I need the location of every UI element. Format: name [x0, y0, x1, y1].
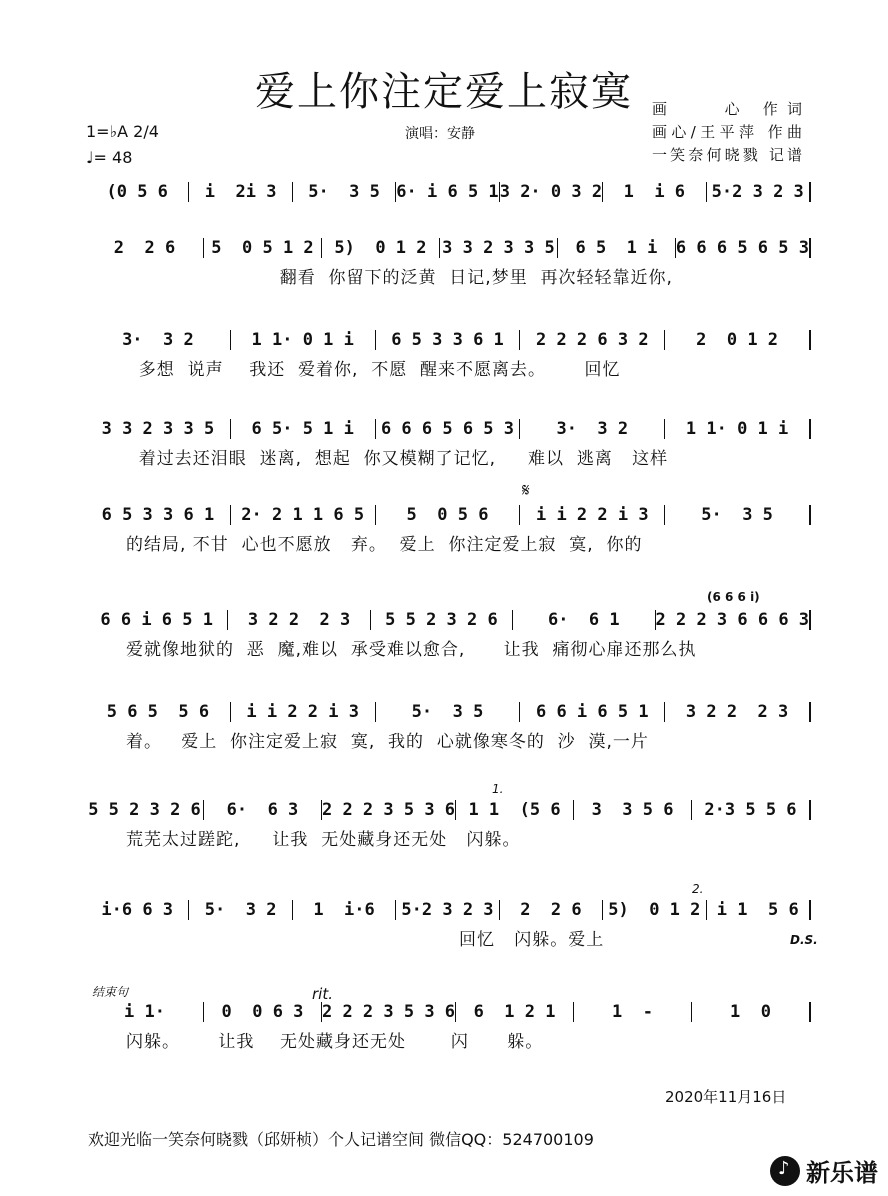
singer-credit: 演唱：安静 — [405, 126, 475, 142]
measure: 6 5 3 3 6 1 — [86, 505, 231, 525]
measure: 6· 6 3 — [204, 800, 322, 820]
measure: 6 5 3 3 6 1 — [376, 330, 521, 350]
measure: i·6 6 3 — [86, 900, 189, 920]
measure: 3 2 2 2 3 — [228, 610, 370, 630]
coda-mark: 结束句 — [92, 985, 129, 999]
footer-text: 欢迎光临一笑奈何晓戮（邱妍桢）个人记谱空间 微信QQ：524700109 — [88, 1130, 594, 1149]
measure: 5· 3 2 — [189, 900, 292, 920]
lyrics-line: 着。 爱上 你注定爱上寂 寞, 我的 心就像寒冬的 沙 漠,一片 — [126, 732, 649, 752]
measure: 6 5· 5 1 i — [231, 419, 376, 439]
measure: 5· 3 5 — [293, 182, 396, 202]
lyricist-credit: 画 心 作词 — [652, 100, 802, 118]
notation-line — [86, 997, 811, 1027]
measure: 5· 3 5 — [376, 702, 521, 722]
notation-line — [86, 414, 811, 444]
measure: 1 0 — [692, 1002, 811, 1022]
measure: 5·2 3 2 3 — [707, 182, 811, 202]
measure: 6 6 i 6 5 1 — [86, 610, 228, 630]
measure: i 1 5 6 — [707, 900, 811, 920]
measure: 6 6 6 5 6 5 3 — [675, 238, 809, 258]
notation-line — [86, 177, 811, 207]
measure: 5· 3 5 — [665, 505, 811, 525]
measure: 1 1· 0 1 i — [665, 419, 811, 439]
measure: 2 2 6 — [500, 900, 603, 920]
grace-notes: (6 6 6 i) — [707, 590, 760, 604]
ending-2-mark: 2. — [692, 882, 704, 896]
measure: 6 6 i 6 5 1 — [520, 702, 665, 722]
measure: 1 i·6 — [293, 900, 396, 920]
credits — [652, 98, 802, 167]
measure: 1 - — [574, 1002, 692, 1022]
measure: 6 6 6 5 6 5 3 — [376, 419, 521, 439]
measure: (0 5 6 — [86, 182, 189, 202]
measure: 2 2 2 3 5 3 6 — [321, 1002, 456, 1022]
logo-text: 新乐谱 — [806, 1159, 878, 1187]
key-signature: 1=♭A 2/4 — [86, 122, 159, 141]
measure: 1 1 (5 6 — [456, 800, 574, 820]
measure: 2·3 5 5 6 — [692, 800, 811, 820]
ds-mark: D.S. — [790, 933, 818, 947]
measure: 2 2 6 — [86, 238, 204, 258]
score-row — [86, 605, 811, 663]
song-title: 爱上你注定爱上寂寞 — [255, 69, 633, 115]
measure: 3 3 5 6 — [574, 800, 692, 820]
lyrics-line: 闪躲。 让我 无处藏身还无处 闪 躲。 — [126, 1032, 544, 1052]
measure: 1 1· 0 1 i — [231, 330, 376, 350]
measure: 2 2 2 3 6 6 6 3 — [655, 610, 810, 630]
rit-mark: rit. — [312, 985, 333, 1003]
measure: 2 0 1 2 — [665, 330, 811, 350]
lyrics-line: 爱就像地狱的 恶 魔,难以 承受难以愈合, 让我 痛彻心扉还那么执 — [126, 640, 697, 660]
segno-mark: 𝄋 — [522, 480, 530, 501]
measure: 5 0 5 1 2 — [204, 238, 322, 258]
measure: 3 2· 0 3 2 — [499, 182, 603, 202]
score-row — [86, 795, 811, 853]
measure: 3 3 2 3 3 5 — [440, 238, 558, 258]
notation-line — [86, 233, 811, 263]
score-row — [86, 895, 811, 953]
lyrics-line: 翻看 你留下的泛黄 日记,梦里 再次轻轻靠近你, — [126, 268, 673, 288]
notation-line — [86, 500, 811, 530]
score-row — [86, 997, 811, 1055]
measure: i i 2 2 i 3 — [231, 702, 376, 722]
site-logo — [770, 1153, 878, 1188]
measure: 3 3 2 3 3 5 — [86, 419, 231, 439]
lyrics-line: 多想 说声 我还 爱着你, 不愿 醒来不愿离去。 回忆 — [126, 360, 621, 380]
lyrics-line: 荒芜太过蹉跎, 让我 无处藏身还无处 闪躲。 — [126, 830, 521, 850]
composer-credit: 画心/王平萍 作曲 — [652, 123, 802, 141]
measure: 3· 3 2 — [520, 419, 665, 439]
notation-line — [86, 697, 811, 727]
measure: 2 2 2 6 3 2 — [520, 330, 665, 350]
lyrics-line: 回忆 闪躲。爱上 — [126, 930, 605, 950]
measure: 5 5 2 3 2 6 — [371, 610, 513, 630]
measure: 6· 6 1 — [513, 610, 655, 630]
notation-line — [86, 795, 811, 825]
notation-line — [86, 605, 811, 635]
score-row — [86, 697, 811, 755]
measure: 6 5 1 i — [558, 238, 676, 258]
measure: 3 2 2 2 3 — [665, 702, 811, 722]
notation-line — [86, 325, 811, 355]
score-row — [86, 325, 811, 383]
lyrics-line: 着过去还泪眼 迷离, 想起 你又模糊了记忆, 难以 逃离 这样 — [126, 449, 669, 469]
lyrics-line: 的结局, 不甘 心也不愿放 弃。 爱上 你注定爱上寂 寞, 你的 — [126, 535, 643, 555]
ending-1-mark: 1. — [492, 782, 504, 796]
measure: 5) 0 1 2 — [322, 238, 440, 258]
measure: i i 2 2 i 3 — [520, 505, 665, 525]
measure: 5 5 2 3 2 6 — [86, 800, 204, 820]
measure: 6· i 6 5 1 — [396, 182, 499, 202]
measure: 2· 2 1 1 6 5 — [231, 505, 376, 525]
measure: 3· 3 2 — [86, 330, 231, 350]
lyrics-line — [86, 207, 811, 235]
score-row — [86, 414, 811, 472]
score-row — [86, 500, 811, 558]
transcriber-credit: 一笑奈何晓戮 记谱 — [652, 146, 802, 164]
measure: 0 0 6 3 — [204, 1002, 322, 1022]
measure: 5 6 5 5 6 — [86, 702, 231, 722]
measure: 5·2 3 2 3 — [396, 900, 499, 920]
measure: 5 0 5 6 — [376, 505, 521, 525]
score-row — [86, 177, 811, 235]
notation-line — [86, 895, 811, 925]
measure: 2 2 2 3 5 3 6 — [321, 800, 456, 820]
measure: 6 1 2 1 — [456, 1002, 574, 1022]
measure: i 1· — [86, 1002, 204, 1022]
score-row — [86, 233, 811, 291]
measure: 5) 0 1 2 — [603, 900, 706, 920]
date: 2020年11月16日 — [665, 1088, 787, 1106]
measure: i 2i 3 — [189, 182, 292, 202]
tempo-marking: ♩= 48 — [86, 148, 133, 167]
music-disc-icon — [770, 1156, 800, 1186]
measure: 1 i 6 — [603, 182, 706, 202]
